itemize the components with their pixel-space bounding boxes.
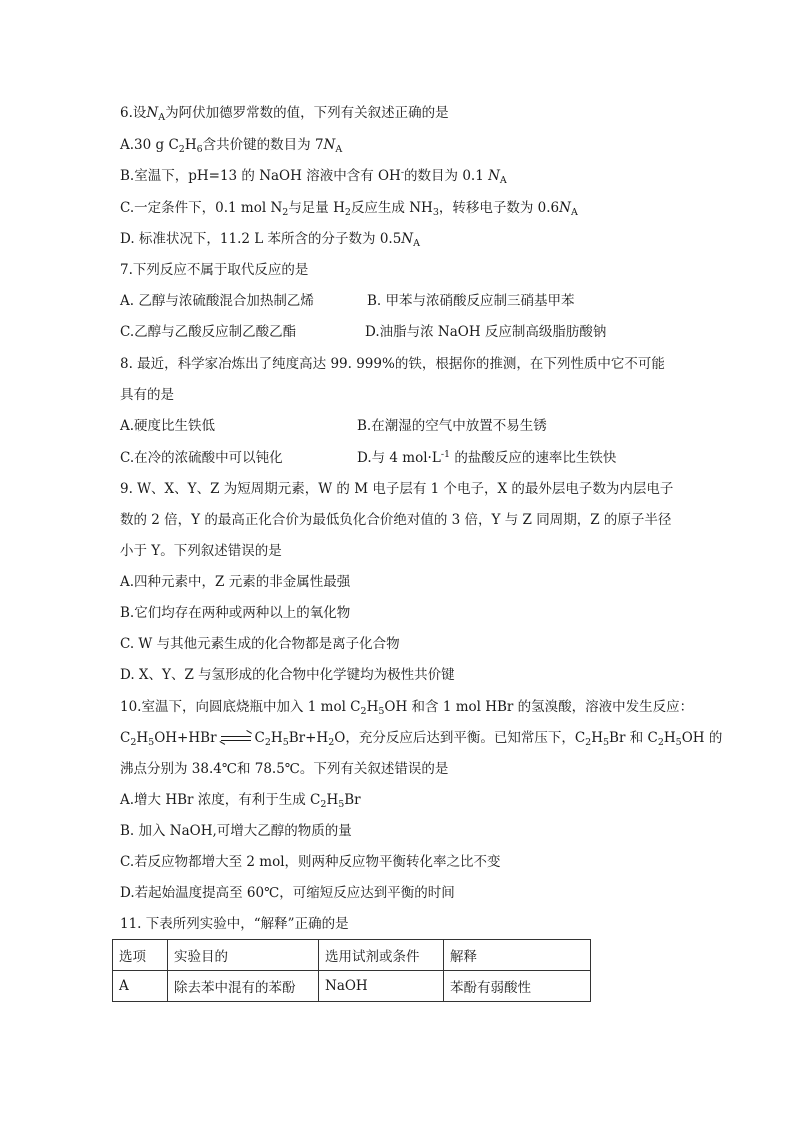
q9-option-a: A.四种元素中，Z 元素的非金属性最强 bbox=[120, 574, 351, 590]
q7-option-a: A. 乙醇与浓硫酸混合加热制乙烯 bbox=[120, 293, 314, 309]
q9-option-b: B.它们均存在两种或两种以上的氧化物 bbox=[120, 605, 351, 621]
q9-stem-line3: 小于 Y。下列叙述错误的是 bbox=[120, 543, 282, 559]
table-header-row bbox=[113, 940, 591, 971]
table-header-cell: 解释 bbox=[444, 940, 591, 971]
table-row bbox=[113, 971, 591, 1002]
q10-option-c: C.若反应物都增大至 2 mol，则两种反应物平衡转化率之比不变 bbox=[120, 854, 501, 870]
q9-stem-line1: 9. W、X、Y、Z 为短周期元素，W 的 M 电子层有 1 个电子，X 的最外层电子数为内层电子 bbox=[120, 481, 674, 497]
table-header-cell: 实验目的 bbox=[168, 940, 319, 971]
q8-option-b: B.在潮湿的空气中放置不易生锈 bbox=[357, 418, 547, 434]
q8-option-a: A.硬度比生铁低 bbox=[120, 418, 216, 434]
q7-option-b: B. 甲苯与浓硝酸反应制三硝基甲苯 bbox=[367, 293, 575, 309]
q9-option-d: D. X、Y、Z 与氢形成的化合物中化学键均为极性共价键 bbox=[120, 667, 455, 683]
q10-equation-line: $C_2H_5OH+HBr$ $C_2H_5Br+H_2O$，充分反应后达到平衡。已知常压下，$C_2H_5Br$ 和 $C_2H_5OH$ 的 bbox=[120, 730, 723, 748]
table-cell: NaOH bbox=[319, 971, 444, 1002]
q8-stem-line1: 8. 最近，科学家冶炼出了纯度高达 99. 999%的铁，根据你的推测，在下列性质中它不可能 bbox=[120, 356, 665, 372]
q10-stem-line3: 沸点分别为 38.4℃和 78.5℃。下列有关叙述错误的是 bbox=[120, 761, 449, 777]
q7-option-d: D.油脂与浓 NaOH 反应制高级脂肪酸钠 bbox=[365, 324, 607, 340]
q9-option-c: C. W 与其他元素生成的化合物都是离子化合物 bbox=[120, 636, 400, 652]
q8-option-c: C.在冷的浓硫酸中可以钝化 bbox=[120, 450, 283, 466]
q6-option-b: B.室温下，pH=13 的 NaOH 溶液中含有 OH-的数目为 0.1 $N_A$ bbox=[120, 167, 507, 186]
equilibrium-arrow-icon bbox=[221, 734, 251, 744]
q8-stem-line2: 具有的是 bbox=[120, 387, 174, 403]
q11-stem: 11. 下表所列实验中，“解释”正确的是 bbox=[120, 916, 349, 932]
q6-option-d: D. 标准状况下，11.2 L 苯所含的分子数为 $0.5N_A$ bbox=[120, 231, 420, 249]
table-cell: A bbox=[113, 971, 168, 1002]
q11-table bbox=[112, 939, 591, 1002]
q7-option-c: C.乙醇与乙酸反应制乙酸乙酯 bbox=[120, 324, 297, 340]
table-cell: 苯酚有弱酸性 bbox=[444, 971, 591, 1002]
table-header-cell: 选用试剂或条件 bbox=[319, 940, 444, 971]
q8-option-d: D.与 4 $mol\cdot L^{-1}$ 的盐酸反应的速率比生铁快 bbox=[357, 449, 617, 466]
q6-stem: 6.设$N_A$为阿伏加德罗常数的值，下列有关叙述正确的是 bbox=[120, 105, 449, 123]
q6-option-a: A.30 g $C_2H_6$含共价键的数目为 $7N_A$ bbox=[120, 137, 343, 155]
q9-stem-line2: 数的 2 倍，Y 的最高正化合价为最低负化合价绝对值的 3 倍，Y 与 Z 同周期，Z 的原子半径 bbox=[120, 512, 672, 528]
table-cell: 除去苯中混有的苯酚 bbox=[168, 971, 319, 1002]
q10-option-b: B. 加入 NaOH,可增大乙醇的物质的量 bbox=[120, 823, 352, 839]
q10-option-d: D.若起始温度提高至 60℃，可缩短反应达到平衡的时间 bbox=[120, 885, 455, 901]
q10-option-a: A.增大 HBr 浓度，有利于生成 $C_2H_5Br$ bbox=[120, 792, 361, 810]
q6-option-c: C.一定条件下，0.1 mol $N_2$与足量 $H_2$反应生成 $NH_3$，转移电子数为 $0.6N_A$ bbox=[120, 200, 578, 218]
q7-stem: 7.下列反应不属于取代反应的是 bbox=[120, 262, 309, 278]
table-header-cell: 选项 bbox=[113, 940, 168, 971]
q10-stem-line1: 10.室温下，向圆底烧瓶中加入 1 mol $C_2H_5OH$ 和含 1 mol HBr 的氢溴酸，溶液中发生反应： bbox=[120, 699, 694, 717]
